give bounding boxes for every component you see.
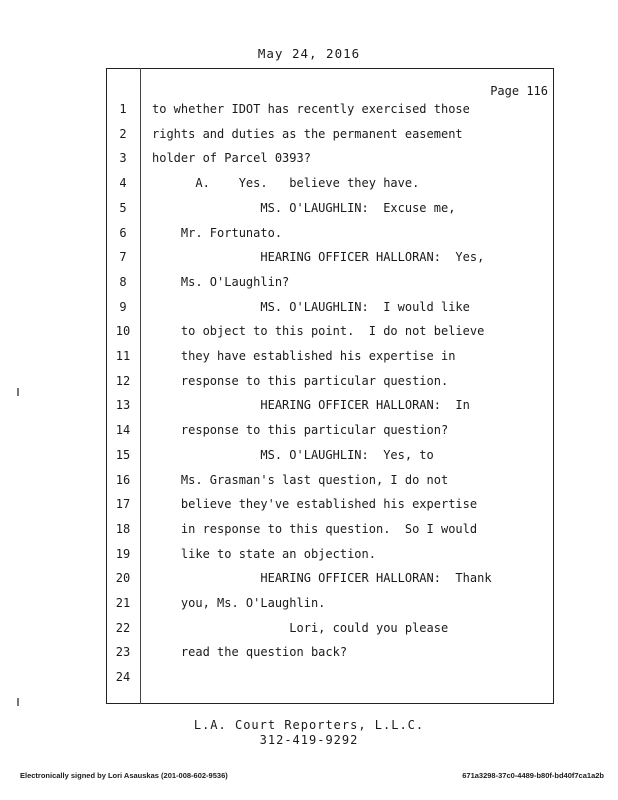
- transcript-line: [0, 423, 618, 443]
- transcript-line: [0, 571, 618, 591]
- line-text: Lori, could you please: [152, 620, 449, 635]
- line-text: to whether IDOT has recently exercised those: [152, 102, 470, 116]
- line-text: to object to this point. I do not believe: [152, 324, 485, 339]
- line-number: 8: [119, 274, 127, 289]
- scan-speck: [17, 698, 19, 706]
- signature-right: 671a3298-37c0-4489-b80f-bd40f7ca1a2b: [462, 771, 604, 780]
- scan-speck: [17, 388, 19, 396]
- line-text: holder of Parcel 0393?: [152, 151, 311, 166]
- line-number: 3: [119, 151, 127, 166]
- transcript-line: [0, 374, 618, 394]
- transcript-line: [0, 324, 618, 344]
- transcript-line: [0, 621, 618, 641]
- transcript-line: [0, 300, 618, 320]
- transcript-line: [0, 547, 618, 567]
- transcript-line: [0, 645, 618, 665]
- line-text: like to state an objection.: [152, 546, 376, 561]
- transcript-line: [0, 349, 618, 369]
- footer-company: L.A. Court Reporters, L.L.C.: [193, 718, 425, 732]
- transcript-line: [0, 398, 618, 418]
- transcript-line: [0, 497, 618, 517]
- date-header: May 24, 2016: [257, 46, 361, 61]
- line-text: response to this particular question.: [152, 373, 449, 388]
- line-number: 6: [119, 225, 127, 240]
- line-number: 18: [115, 521, 131, 536]
- line-number: 12: [115, 373, 131, 388]
- signature-left: Electronically signed by Lori Asauskas (201-008-602-9536): [20, 771, 228, 780]
- transcript-line: [0, 250, 618, 270]
- line-text: response to this particular question?: [152, 423, 449, 438]
- line-text: MS. O'LAUGHLIN: Excuse me,: [152, 200, 456, 215]
- line-number: 11: [115, 349, 131, 363]
- line-text: Ms. Grasman's last question, I do not: [152, 472, 449, 487]
- page-number: Page 116: [490, 84, 548, 98]
- line-text: MS. O'LAUGHLIN: Yes, to: [152, 447, 434, 462]
- line-number: 21: [115, 596, 131, 610]
- line-number: 20: [115, 571, 131, 586]
- line-number: 14: [115, 423, 131, 438]
- line-text: Ms. O'Laughlin?: [152, 274, 290, 289]
- line-number: 5: [119, 200, 127, 215]
- transcript-line: [0, 127, 618, 147]
- line-text: Mr. Fortunato.: [152, 225, 283, 240]
- line-number: 2: [119, 126, 127, 141]
- transcript-line: [0, 151, 618, 171]
- line-number: 19: [115, 546, 131, 561]
- line-number: 15: [115, 447, 131, 462]
- line-text: A. Yes. believe they have.: [152, 176, 420, 191]
- line-number: 7: [119, 250, 127, 265]
- line-number: 4: [119, 176, 127, 191]
- line-number: 23: [115, 645, 131, 660]
- line-number: 1: [119, 102, 127, 116]
- transcript-line: [0, 596, 618, 616]
- transcript-line: [0, 226, 618, 246]
- transcript-line: [0, 473, 618, 493]
- line-text: HEARING OFFICER HALLORAN: Yes,: [152, 250, 485, 265]
- transcript-line: [0, 102, 618, 122]
- line-number: 16: [115, 472, 131, 487]
- line-number: 22: [115, 620, 131, 635]
- line-text: HEARING OFFICER HALLORAN: In: [152, 398, 470, 413]
- footer-phone: 312-419-9292: [259, 733, 359, 747]
- line-text: they have established his expertise in: [152, 349, 456, 363]
- line-number: 10: [115, 324, 131, 339]
- line-text: in response to this question. So I would: [152, 521, 478, 536]
- line-number: 17: [115, 497, 131, 512]
- transcript-line: [0, 201, 618, 221]
- line-number: 9: [119, 299, 127, 314]
- transcript-line: [0, 275, 618, 295]
- line-number: 24: [115, 670, 131, 685]
- line-number: 13: [115, 398, 131, 413]
- line-text: MS. O'LAUGHLIN: I would like: [152, 299, 470, 314]
- transcript-line: [0, 448, 618, 468]
- transcript-line: [0, 522, 618, 542]
- transcript-line: [0, 670, 618, 690]
- line-text: you, Ms. O'Laughlin.: [152, 596, 326, 610]
- line-text: HEARING OFFICER HALLORAN: Thank: [152, 571, 492, 586]
- transcript-line: [0, 176, 618, 196]
- line-text: believe they've established his expertise: [152, 497, 478, 512]
- line-text: rights and duties as the permanent easement: [152, 126, 463, 141]
- line-text: read the question back?: [152, 645, 348, 660]
